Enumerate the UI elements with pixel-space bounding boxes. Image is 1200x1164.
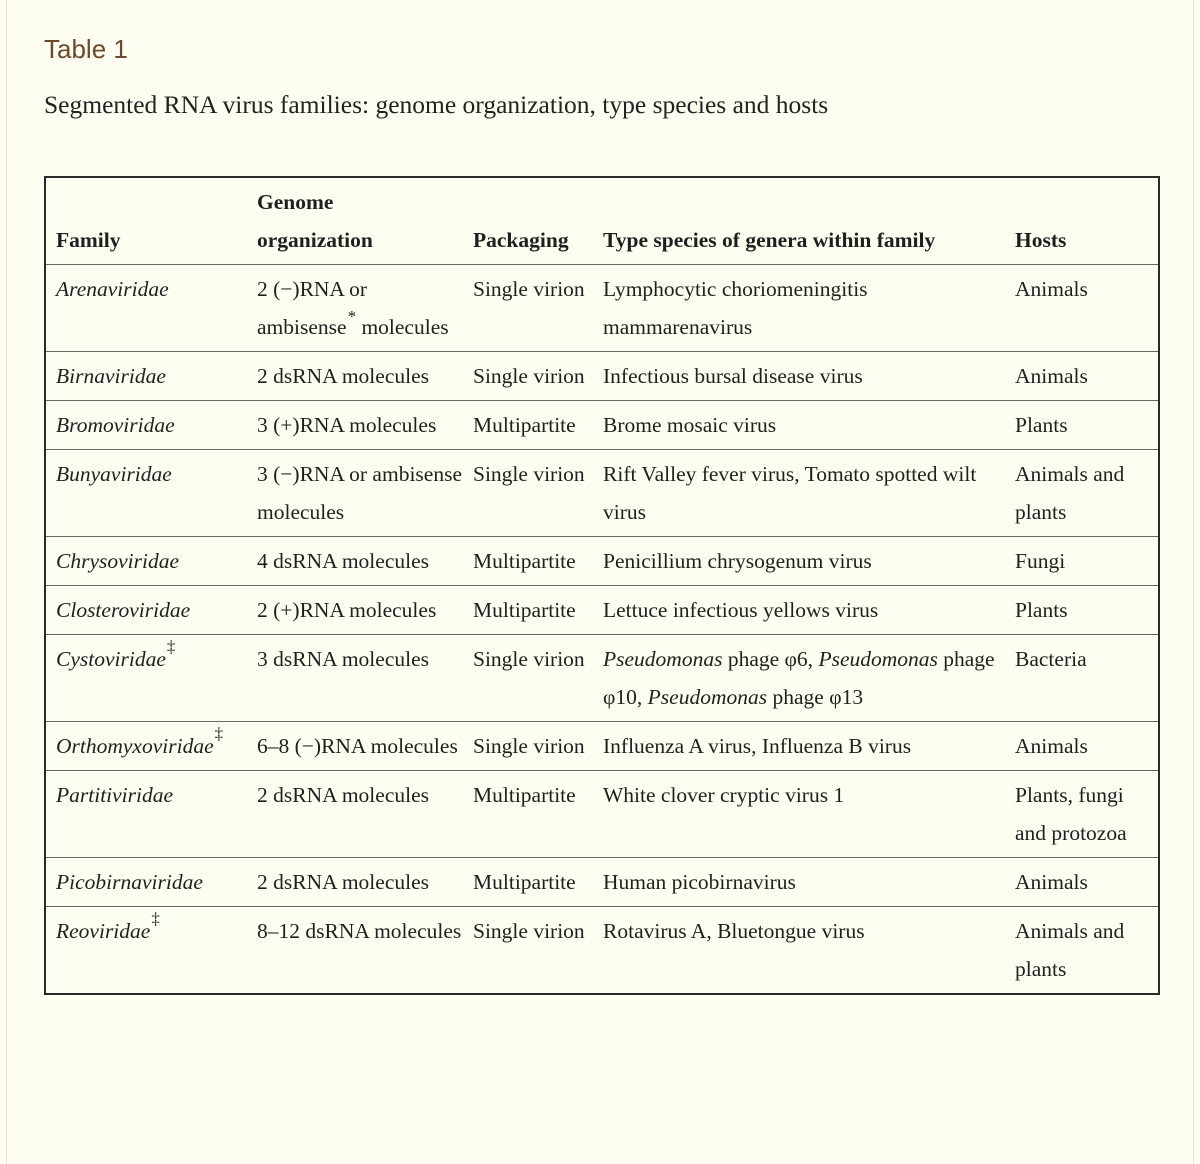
- cell-packaging: Multipartite: [473, 598, 576, 622]
- cell-genome: 2 dsRNA molecules: [257, 364, 429, 388]
- cell-type-species: Brome mosaic virus: [603, 413, 777, 437]
- cell-genome: 3 (−)RNA or ambisense molecules: [257, 462, 462, 524]
- cell-family-text: Cystoviridae: [56, 647, 166, 671]
- cell-hosts: Animals and plants: [1015, 462, 1125, 524]
- phage-name: phage φ13: [767, 685, 864, 709]
- header-genome-line1: Genome: [257, 190, 334, 214]
- table-row-bunyaviridae: [45, 450, 1159, 537]
- cell-genome: 3 dsRNA molecules: [257, 647, 429, 671]
- cell-packaging: Single virion: [473, 919, 585, 943]
- cell-packaging: Single virion: [473, 462, 585, 486]
- header-genome-organization: [247, 177, 463, 265]
- table-row-picobirnaviridae: [45, 858, 1159, 907]
- cell-family-text: Reoviridae: [56, 919, 151, 943]
- cell-type-species: Rift Valley fever virus, Tomato spotted wilt virus: [603, 462, 977, 524]
- cell-family: [45, 907, 247, 995]
- cell-genome: 4 dsRNA molecules: [257, 549, 429, 573]
- header-genome-line2: organization: [257, 228, 373, 252]
- cell-genome: 3 (+)RNA molecules: [257, 413, 437, 437]
- header-type-species: Type species of genera within family: [603, 228, 936, 252]
- cell-type-species: White clover cryptic virus 1: [603, 783, 845, 807]
- footnote-dagger-mark: ‡: [214, 724, 224, 743]
- cell-family-text: Orthomyxoviridae: [56, 734, 214, 758]
- genus-name: Pseudomonas: [818, 647, 938, 671]
- cell-genome: 6–8 (−)RNA molecules: [257, 734, 458, 758]
- header-packaging: Packaging: [473, 228, 569, 252]
- cell-family: Closteroviridae: [56, 598, 191, 622]
- cell-hosts: Plants: [1015, 598, 1068, 622]
- cell-hosts: Animals and plants: [1015, 919, 1125, 981]
- footnote-dagger-mark: ‡: [166, 637, 176, 656]
- cell-family: [45, 722, 247, 771]
- cell-packaging: Multipartite: [473, 870, 576, 894]
- table-label: Table 1: [44, 34, 128, 64]
- phage-name: phage φ6,: [722, 647, 819, 671]
- table-caption: Segmented RNA virus families: genome organization, type species and hosts: [44, 90, 829, 119]
- cell-type-species: Lymphocytic choriomeningitis mammarenavirus: [603, 277, 868, 339]
- header-hosts: Hosts: [1015, 228, 1067, 252]
- phage-name: phage φ10,: [603, 647, 995, 709]
- cell-genome: 2 (+)RNA molecules: [257, 598, 437, 622]
- footnote-dagger-mark: ‡: [151, 909, 160, 928]
- cell-type-species: Lettuce infectious yellows virus: [603, 598, 879, 622]
- cell-packaging: Single virion: [473, 734, 585, 758]
- cell-genome: 2 dsRNA molecules: [257, 870, 429, 894]
- table-row-cystoviridae: [45, 635, 1159, 722]
- cell-family: Bromoviridae: [56, 413, 175, 437]
- cell-hosts: Animals: [1015, 277, 1088, 301]
- cell-genome-text: 2 (−)RNA or ambisense: [257, 277, 368, 339]
- cell-packaging: Multipartite: [473, 413, 576, 437]
- cell-hosts: Fungi: [1015, 549, 1066, 573]
- table-header-row: [45, 177, 1159, 265]
- cell-type-species: Human picobirnavirus: [603, 870, 796, 894]
- genus-name: Pseudomonas: [603, 647, 723, 671]
- cell-family: Bunyaviridae: [56, 462, 172, 486]
- cell-hosts: Animals: [1015, 734, 1088, 758]
- cell-family: Picobirnaviridae: [56, 870, 203, 894]
- cell-packaging: Multipartite: [473, 549, 576, 573]
- cell-packaging: Single virion: [473, 647, 585, 671]
- cell-genome: 8–12 dsRNA molecules: [257, 919, 462, 943]
- cell-hosts: Plants: [1015, 413, 1068, 437]
- cell-family: Partitiviridae: [56, 783, 174, 807]
- cell-type-species: Influenza A virus, Influenza B virus: [603, 734, 912, 758]
- cell-packaging: Single virion: [473, 364, 585, 388]
- header-family: Family: [56, 228, 121, 252]
- cell-type-species: Rotavirus A, Bluetongue virus: [603, 919, 865, 943]
- cell-genome: [247, 265, 463, 352]
- cell-hosts: Plants, fungi and protozoa: [1015, 783, 1127, 845]
- cell-type-species: Infectious bursal disease virus: [603, 364, 863, 388]
- virus-families-table: [44, 176, 1160, 995]
- cell-family: [45, 635, 247, 722]
- table-row-closteroviridae: [45, 586, 1159, 635]
- table-row-reoviridae: [45, 907, 1159, 995]
- genus-name: Pseudomonas: [647, 685, 768, 709]
- table-row-birnaviridae: [45, 352, 1159, 401]
- table-row-chrysoviridae: [45, 537, 1159, 586]
- cell-hosts: Bacteria: [1015, 647, 1087, 671]
- cell-packaging: Single virion: [473, 277, 585, 301]
- table-row-arenaviridae: [45, 265, 1159, 352]
- cell-hosts: Animals: [1015, 364, 1088, 388]
- cell-family: Chrysoviridae: [56, 549, 180, 573]
- cell-type-species: [593, 635, 1005, 722]
- cell-genome-tail: molecules: [361, 315, 449, 339]
- cell-packaging: Multipartite: [473, 783, 576, 807]
- table-row-bromoviridae: [45, 401, 1159, 450]
- cell-family: Arenaviridae: [56, 277, 169, 301]
- cell-genome: 2 dsRNA molecules: [257, 783, 429, 807]
- cell-hosts: Animals: [1015, 870, 1088, 894]
- table-row-orthomyxoviridae: [45, 722, 1159, 771]
- footnote-asterisk-mark: *: [347, 307, 357, 326]
- table-row-partitiviridae: [45, 771, 1159, 858]
- cell-type-species: Penicillium chrysogenum virus: [603, 549, 872, 573]
- cell-family: Birnaviridae: [56, 364, 166, 388]
